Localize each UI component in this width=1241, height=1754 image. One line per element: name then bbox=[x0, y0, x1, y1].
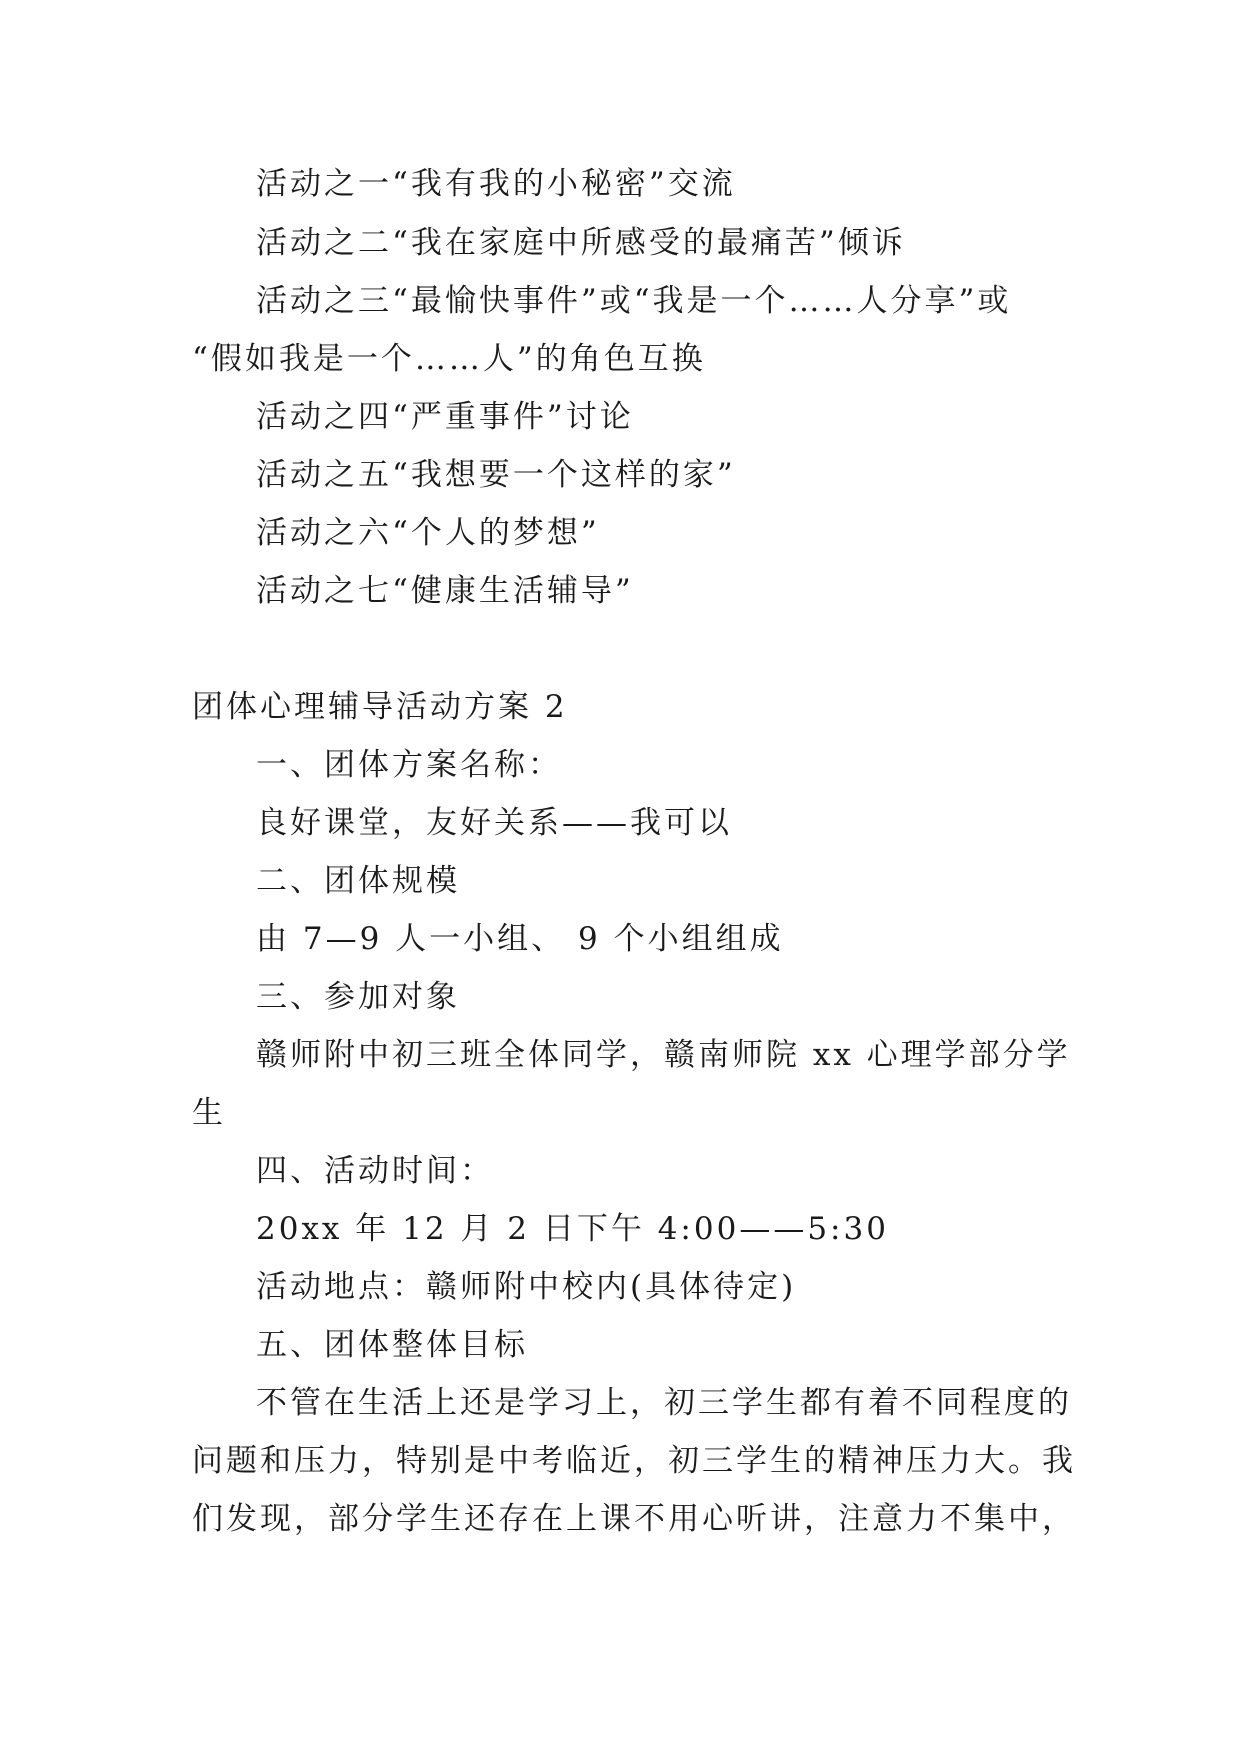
activity-line-3: 活动之三“最愉快事件”或“我是一个……人分享”或 bbox=[256, 283, 1012, 319]
participants-text-continued: 生 bbox=[192, 1095, 226, 1131]
plan-name-text: 良好课堂，友好关系——我可以 bbox=[256, 805, 732, 841]
activity-line-1: 活动之一“我有我的小秘密”交流 bbox=[256, 166, 736, 202]
activity-location-text: 活动地点：赣师附中校内(具体待定) bbox=[256, 1269, 797, 1305]
goal-paragraph-line-1: 不管在生活上还是学习上，初三学生都有着不同程度的 bbox=[256, 1385, 1072, 1421]
heading-participants: 三、参加对象 bbox=[256, 979, 460, 1015]
participants-text: 赣师附中初三班全体同学，赣南师院 xx 心理学部分学 bbox=[256, 1037, 1071, 1073]
heading-group-size: 二、团体规模 bbox=[256, 863, 460, 899]
section-title: 团体心理辅导活动方案 2 bbox=[192, 689, 568, 725]
heading-activity-time: 四、活动时间： bbox=[256, 1153, 494, 1189]
activity-line-6: 活动之六“个人的梦想” bbox=[256, 515, 600, 551]
activity-line-5: 活动之五“我想要一个这样的家” bbox=[256, 457, 736, 493]
activity-line-3-continued: “假如我是一个……人”的角色互换 bbox=[192, 341, 706, 377]
goal-paragraph-line-3: 们发现，部分学生还存在上课不用心听讲，注意力不集中， bbox=[192, 1501, 1076, 1537]
heading-plan-name: 一、团体方案名称： bbox=[256, 747, 562, 783]
group-size-text: 由 7—9 人一小组、 9 个小组组成 bbox=[256, 921, 784, 957]
goal-paragraph-line-2: 问题和压力，特别是中考临近，初三学生的精神压力大。我 bbox=[192, 1443, 1076, 1479]
activity-line-4: 活动之四“严重事件”讨论 bbox=[256, 399, 634, 435]
activity-line-7: 活动之七“健康生活辅导” bbox=[256, 573, 634, 609]
activity-line-2: 活动之二“我在家庭中所感受的最痛苦”倾诉 bbox=[256, 225, 906, 261]
activity-time-text: 20xx 年 12 月 2 日下午 4:00——5:30 bbox=[256, 1211, 889, 1247]
heading-overall-goal: 五、团体整体目标 bbox=[256, 1327, 528, 1363]
